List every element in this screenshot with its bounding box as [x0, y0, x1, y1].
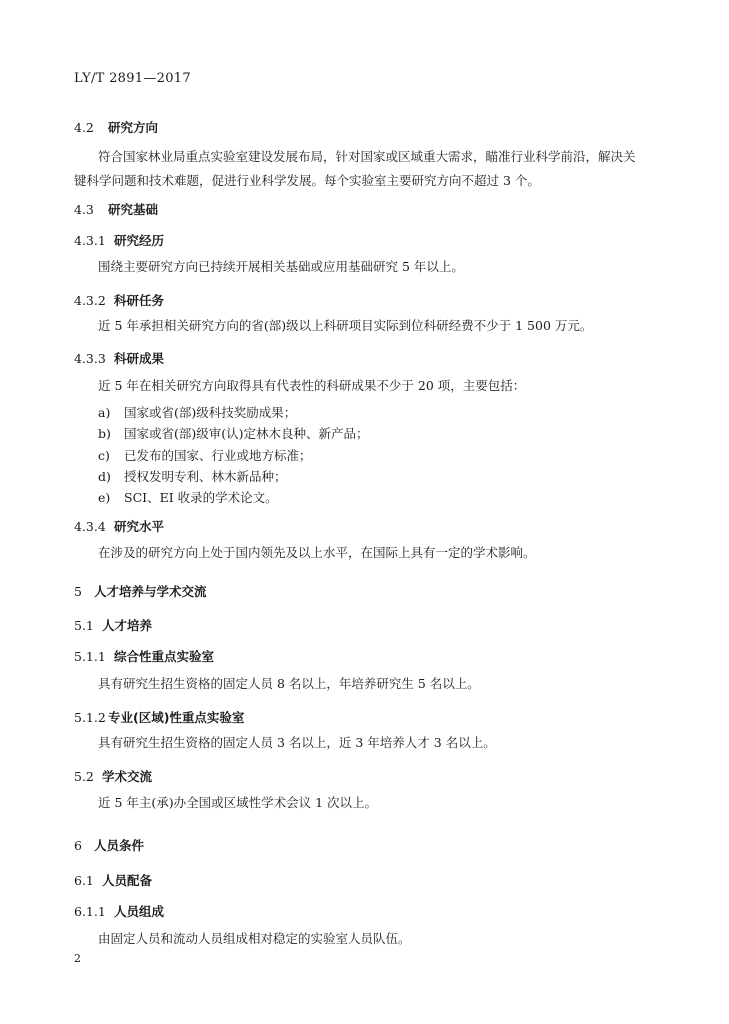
list-item-text: 国家或省(部)级科技奖励成果； [124, 405, 297, 420]
paragraph-5-1-1: 具有研究生招生资格的固定人员 8 名以上，年培养研究生 5 名以上。 [98, 676, 480, 691]
section-number: 5.1 [74, 618, 94, 633]
section-title: 研究基础 [108, 202, 159, 217]
section-title: 学术交流 [102, 769, 153, 784]
section-title: 研究方向 [108, 120, 159, 135]
list-item-text: 授权发明专利、林木新品种； [124, 469, 287, 484]
list-item-text: SCI、EI 收录的学术论文。 [124, 490, 278, 505]
list-marker: c) [98, 448, 110, 463]
paragraph-4-3-4: 在涉及的研究方向上处于国内领先及以上水平，在国际上具有一定的学术影响。 [98, 545, 536, 560]
list-item [98, 467, 287, 485]
list-item [98, 424, 369, 442]
list-marker: b) [98, 426, 111, 441]
section-title: 人才培养 [102, 618, 153, 633]
list-item [98, 446, 312, 464]
section-title: 专业(区域)性重点实验室 [108, 710, 245, 725]
section-number: 6.1.1 [74, 904, 106, 919]
section-title: 人员配备 [102, 873, 153, 888]
list-marker: d) [98, 469, 111, 484]
section-heading-4-3-1 [74, 231, 164, 249]
standard-code-header: LY/T 2891—2017 [74, 71, 191, 86]
section-number: 5.2 [74, 769, 94, 784]
page-number: 2 [74, 952, 81, 965]
section-heading-5-1-2 [74, 708, 244, 726]
section-heading-4-2 [74, 118, 158, 136]
section-number: 4.3.4 [74, 519, 106, 534]
paragraph-5-1-2: 具有研究生招生资格的固定人员 3 名以上，近 3 年培养人才 3 名以上。 [98, 735, 496, 750]
section-title: 科研成果 [114, 351, 165, 366]
section-number: 4.2 [74, 120, 94, 135]
paragraph-4-3-1: 围绕主要研究方向已持续开展相关基础或应用基础研究 5 年以上。 [98, 259, 464, 274]
section-number: 4.3.1 [74, 233, 106, 248]
section-heading-4-3-4 [74, 517, 164, 535]
section-heading-6-1 [74, 871, 152, 889]
list-item-text: 国家或省(部)级审(认)定林木良种、新产品； [124, 426, 369, 441]
section-title: 人员条件 [94, 838, 145, 853]
paragraph-5-2: 近 5 年主(承)办全国或区域性学术会议 1 次以上。 [98, 795, 378, 810]
section-title: 人才培养与学术交流 [94, 584, 207, 599]
section-number: 6 [74, 838, 82, 853]
list-marker: e) [98, 490, 111, 505]
section-number: 5.1.2 [74, 710, 106, 725]
list-item-text: 已发布的国家、行业或地方标准； [124, 448, 312, 463]
list-marker: a) [98, 405, 111, 420]
section-number: 4.3.3 [74, 351, 106, 366]
paragraph-6-1-1: 由固定人员和流动人员组成相对稳定的实验室人员队伍。 [98, 931, 411, 946]
section-heading-6 [74, 836, 144, 854]
paragraph-4-2-line1: 符合国家林业局重点实验室建设发展布局，针对国家或区域重大需求，瞄准行业科学前沿，解决关 [98, 149, 636, 164]
paragraph-4-3-2: 近 5 年承担相关研究方向的省(部)级以上科研项目实际到位科研经费不少于 1 500 万元。 [98, 318, 593, 333]
section-heading-4-3 [74, 200, 158, 218]
section-heading-5-1-1 [74, 647, 214, 665]
section-number: 4.3.2 [74, 293, 106, 308]
section-title: 综合性重点实验室 [114, 649, 215, 664]
section-heading-5-2 [74, 767, 152, 785]
section-number: 5 [74, 584, 82, 599]
section-heading-4-3-3 [74, 349, 164, 367]
section-title: 研究水平 [114, 519, 165, 534]
paragraph-4-2-line2: 键科学问题和技术难题，促进行业科学发展。每个实验室主要研究方向不超过 3 个。 [74, 173, 540, 188]
section-title: 人员组成 [114, 904, 165, 919]
section-heading-4-3-2 [74, 291, 164, 309]
paragraph-4-3-3: 近 5 年在相关研究方向取得具有代表性的科研成果不少于 20 项，主要包括： [98, 378, 526, 393]
section-title: 科研任务 [114, 293, 165, 308]
section-heading-5 [74, 582, 207, 600]
section-number: 6.1 [74, 873, 94, 888]
section-title: 研究经历 [114, 233, 165, 248]
section-number: 4.3 [74, 202, 94, 217]
list-item [98, 403, 296, 421]
section-number: 5.1.1 [74, 649, 106, 664]
section-heading-6-1-1 [74, 902, 164, 920]
section-heading-5-1 [74, 616, 152, 634]
list-item [98, 488, 278, 506]
